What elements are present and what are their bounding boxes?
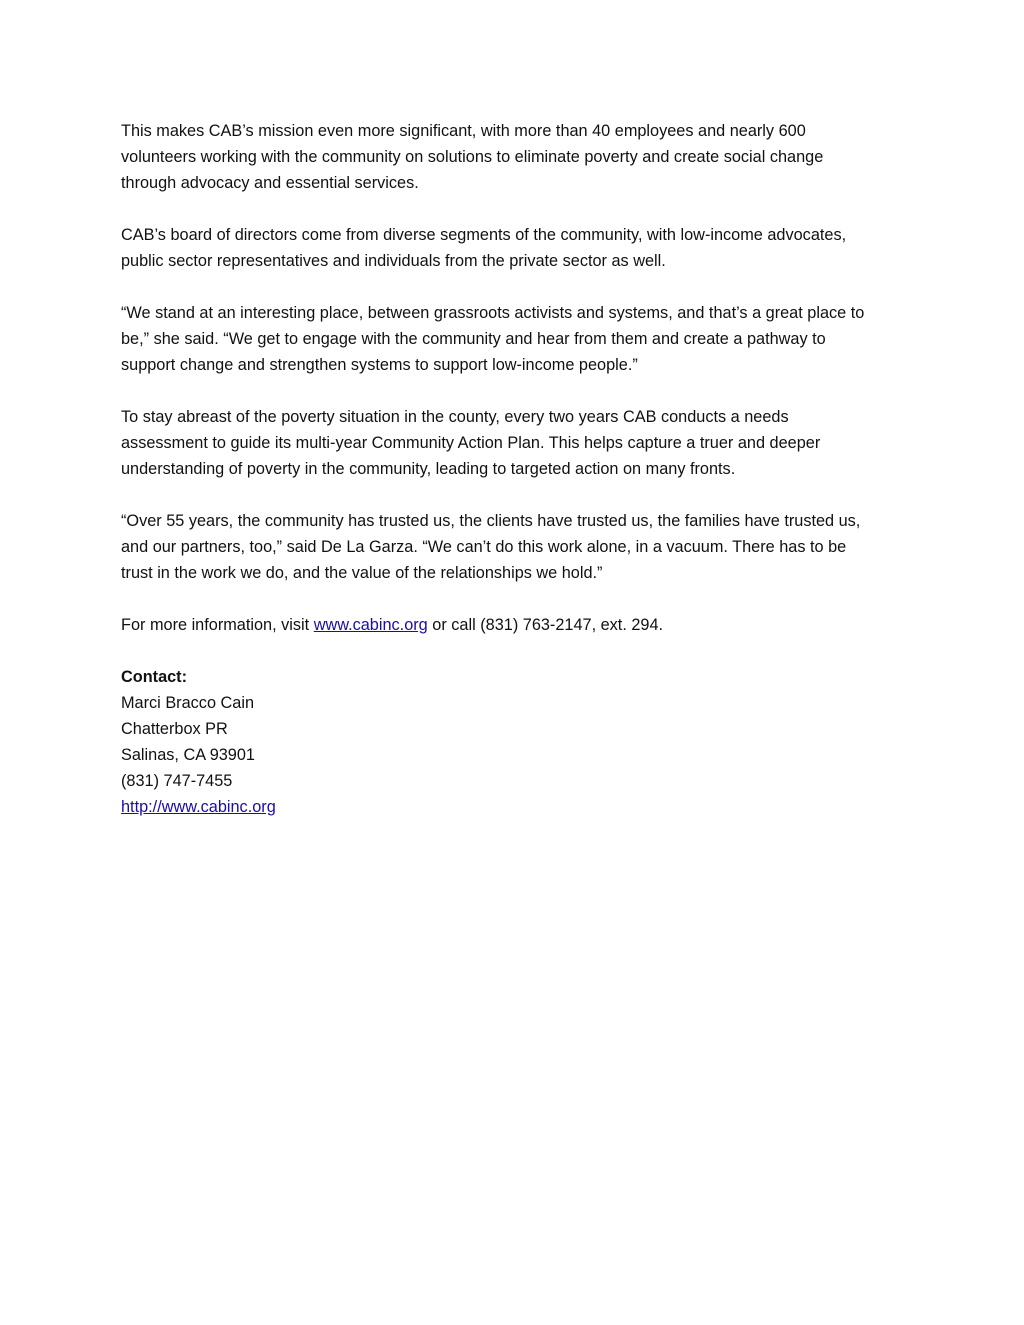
paragraph-board <box>121 222 901 274</box>
contact-location: Salinas, CA 93901 <box>121 746 255 764</box>
contact-name: Marci Bracco Cain <box>121 694 255 712</box>
document-body <box>121 118 901 820</box>
more-info-suffix: or call (831) 763-2147, ext. 294. <box>427 616 664 634</box>
contact-url-line <box>121 794 901 820</box>
more-info-line <box>121 612 901 638</box>
more-info-prefix: For more information, visit <box>121 616 314 634</box>
website-link[interactable]: www.cabinc.org <box>313 616 428 634</box>
contact-block <box>121 664 901 820</box>
text-line: trust in the work we do, and the value of the relationships we hold.” <box>121 564 603 582</box>
contact-phone: (831) 747-7455 <box>121 772 233 790</box>
paragraph-more-info <box>121 612 901 638</box>
text-line: understanding of poverty in the community, leading to targeted action on many fronts. <box>121 460 736 478</box>
text-line: CAB’s board of directors come from diverse segments of the community, with low-income advocates, <box>121 226 847 244</box>
text-line: This makes CAB’s mission even more significant, with more than 40 employees and nearly 600 <box>121 122 806 140</box>
text-line: “We stand at an interesting place, between grassroots activists and systems, and that’s a great place to <box>121 304 865 322</box>
text-line: assessment to guide its multi-year Community Action Plan. This helps capture a truer and deeper <box>121 434 821 452</box>
text-line: volunteers working with the community on solutions to eliminate poverty and create social change <box>121 148 824 166</box>
paragraph-needs-assessment <box>121 404 901 482</box>
text-line: be,” she said. “We get to engage with the community and hear from them and create a pathway to <box>121 330 826 348</box>
text-line: through advocacy and essential services. <box>121 174 419 192</box>
text-line: public sector representatives and individuals from the private sector as well. <box>121 252 666 270</box>
paragraph-mission <box>121 118 901 196</box>
text-line: To stay abreast of the poverty situation in the county, every two years CAB conducts a needs <box>121 408 789 426</box>
contact-url-link[interactable]: http://www.cabinc.org <box>121 798 276 816</box>
text-line: support change and strengthen systems to support low-income people.” <box>121 356 638 374</box>
paragraph-quote-interesting-place <box>121 300 901 378</box>
text-line: and our partners, too,” said De La Garza. “We can’t do this work alone, in a vacuum. There has to be <box>121 538 847 556</box>
contact-company: Chatterbox PR <box>121 720 228 738</box>
contact-heading: Contact: <box>121 668 188 686</box>
paragraph-quote-trust <box>121 508 901 586</box>
text-line: “Over 55 years, the community has trusted us, the clients have trusted us, the families have trusted us, <box>121 512 861 530</box>
